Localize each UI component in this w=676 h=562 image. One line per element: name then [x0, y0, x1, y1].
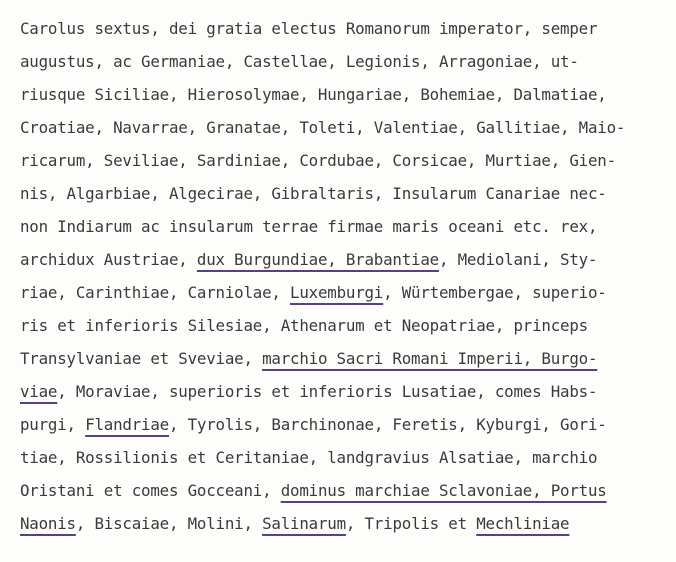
underlined-phrase: Luxemburgi	[290, 283, 384, 302]
text-line	[20, 412, 607, 445]
text-line	[20, 115, 625, 148]
text-line	[20, 346, 597, 379]
text-line	[20, 511, 569, 544]
underlined-phrase: Mechliniae	[476, 514, 570, 533]
text-line	[20, 49, 579, 82]
text-segment: Transylvaniae et Sveviae,	[20, 349, 263, 368]
text-segment: , Moraviae, superioris et inferioris Lusatiae, comes Habs-	[57, 382, 598, 401]
text-line	[20, 82, 607, 115]
text-line	[20, 181, 607, 214]
underlined-phrase: Flandriae	[85, 415, 169, 434]
underlined-phrase: Naonis	[20, 514, 76, 533]
text-line	[20, 478, 607, 511]
text-segment: , Tripolis et	[345, 514, 477, 533]
text-line	[20, 214, 597, 247]
text-line	[20, 379, 597, 412]
text-line	[20, 280, 607, 313]
text-line	[20, 445, 597, 478]
text-segment: ricarum, Seviliae, Sardiniae, Cordubae, Corsicae, Murtiae, Gien-	[20, 151, 616, 170]
text-segment: ris et inferioris Silesiae, Athenarum et Neopatriae, princeps	[20, 316, 588, 335]
text-segment: , Tyrolis, Barchinonae, Feretis, Kyburgi, Gori-	[168, 415, 607, 434]
text-line	[20, 16, 597, 49]
text-segment: Oristani et comes Gocceani,	[20, 481, 281, 500]
text-segment: Croatiae, Navarrae, Granatae, Toleti, Valentiae, Gallitiae, Maio-	[20, 118, 626, 137]
text-segment: nis, Algarbiae, Algecirae, Gibraltaris, Insularum Canariae nec-	[20, 184, 607, 203]
text-line	[20, 148, 616, 181]
underlined-phrase: dominus marchiae Sclavoniae, Portus	[280, 481, 607, 500]
underlined-phrase: marchio Sacri Romani Imperii, Burgo-	[262, 349, 598, 368]
text-line	[20, 313, 588, 346]
text-segment: non Indiarum ac insularum terrae firmae maris oceani etc. rex,	[20, 217, 598, 236]
text-segment: , Biscaiae, Molini,	[75, 514, 263, 533]
text-segment: , Mediolani, Sty-	[438, 250, 598, 269]
underlined-phrase: Salinarum	[262, 514, 346, 533]
text-segment: augustus, ac Germaniae, Castellae, Legionis, Arragoniae, ut-	[20, 52, 579, 71]
text-segment: riusque Siciliae, Hierosolymae, Hungariae, Bohemiae, Dalmatiae,	[20, 85, 607, 104]
text-segment: purgi,	[20, 415, 86, 434]
text-segment: riae, Carinthiae, Carniolae,	[20, 283, 291, 302]
text-segment: archidux Austriae,	[20, 250, 197, 269]
underlined-phrase: viae	[20, 382, 58, 401]
text-segment: tiae, Rossilionis et Ceritaniae, landgravius Alsatiae, marchio	[20, 448, 598, 467]
text-segment: Carolus sextus, dei gratia electus Romanorum imperator, semper	[20, 19, 598, 38]
text-line	[20, 247, 597, 280]
text-segment: , Würtembergae, superio-	[383, 283, 607, 302]
underlined-phrase: dux Burgundiae, Brabantiae	[196, 250, 439, 269]
